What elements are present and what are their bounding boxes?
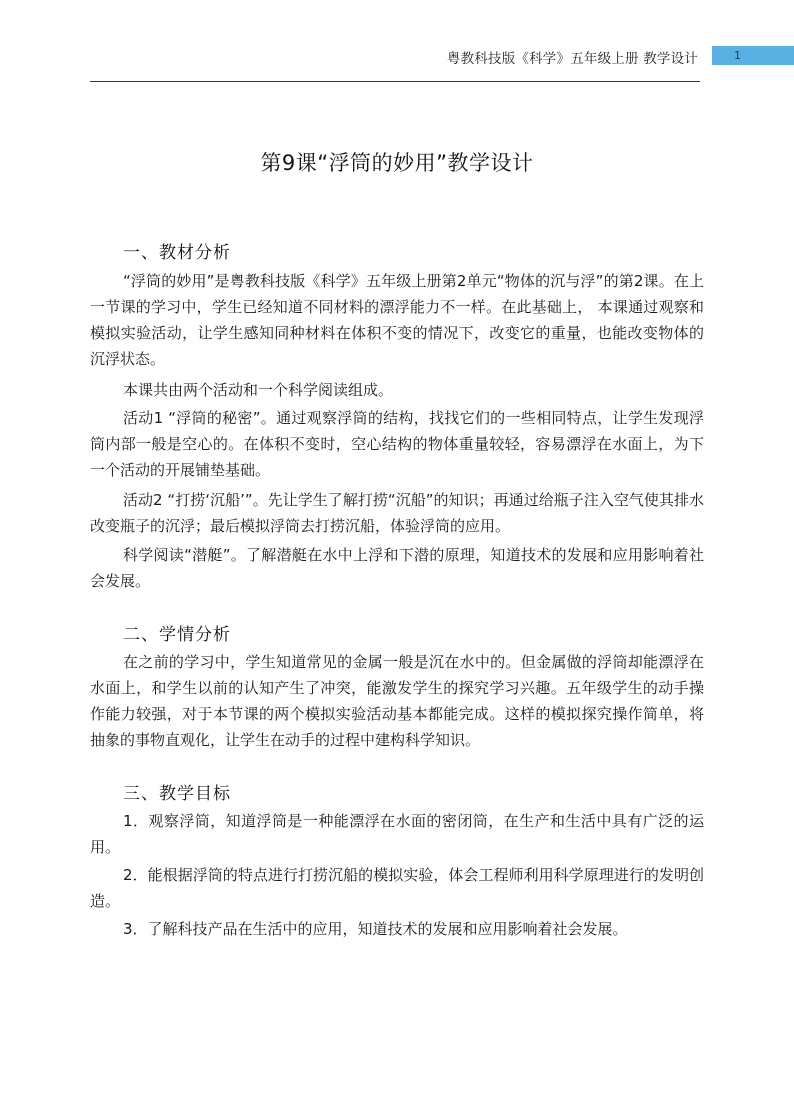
section-heading-learner-analysis: 二、学情分析 <box>123 625 231 645</box>
paragraph: 活动2 “打捞‘沉船’”。先让学生了解打捞“沉船”的知识；再通过给瓶子注入空气使其排水改变瓶子的沉浮；最后模拟浮筒去打捞沉船，体验浮筒的应用。 <box>90 491 704 535</box>
section-heading-teaching-objectives: 三、教学目标 <box>123 784 231 804</box>
objective-item: 1．观察浮筒，知道浮筒是一种能漂浮在水面的密闭筒，在生产和生活中具有广泛的运用。 <box>90 812 704 856</box>
objective-item: 2．能根据浮筒的特点进行打捞沉船的模拟实验，体会工程师利用科学原理进行的发明创造。 <box>90 866 704 910</box>
objective-item: 3．了解科技产品在生活中的应用，知道技术的发展和应用影响着社会发展。 <box>123 920 628 938</box>
paragraph: 本课共由两个活动和一个科学阅读组成。 <box>123 381 394 399</box>
running-header: 粤教科技版《科学》五年级上册 教学设计 <box>446 51 698 67</box>
document-title: 第9课“浮筒的妙用”教学设计 <box>260 151 534 175</box>
paragraph: “浮筒的妙用”是粤教科技版《科学》五年级上册第2单元“物体的沉与浮”的第2课。在上一节课的学习中，学生已经知道不同材料的漂浮能力不一样。在此基础上， 本课通过观察和模拟实验活动，让学生感知同种材料在体积不变的情况下，改变它的重量，也能改变物体的沉浮状态。 <box>90 272 704 368</box>
section-heading-textbook-analysis: 一、教材分析 <box>123 243 231 263</box>
paragraph: 活动1 “浮筒的秘密”。通过观察浮筒的结构，找找它们的一些相同特点，让学生发现浮筒内部一般是空心的。在体积不变时，空心结构的物体重量较轻，容易漂浮在水面上，为下一个活动的开展铺垫基础。 <box>90 409 704 479</box>
paragraph: 在之前的学习中，学生知道常见的金属一般是沉在水中的。但金属做的浮筒却能漂浮在水面上，和学生以前的认知产生了冲突，能激发学生的探究学习兴趣。五年级学生的动手操作能力较强，对于本节课的两个模拟实验活动基本都能完成。这样的模拟探究操作简单，将抽象的事物直观化，让学生在动手的过程中建构科学知识。 <box>90 653 704 749</box>
page-number-badge: 1 <box>712 46 794 65</box>
paragraph: 科学阅读“潜艇”。了解潜艇在水中上浮和下潜的原理，知道技术的发展和应用影响着社会发展。 <box>90 546 704 590</box>
header-divider <box>90 81 700 82</box>
